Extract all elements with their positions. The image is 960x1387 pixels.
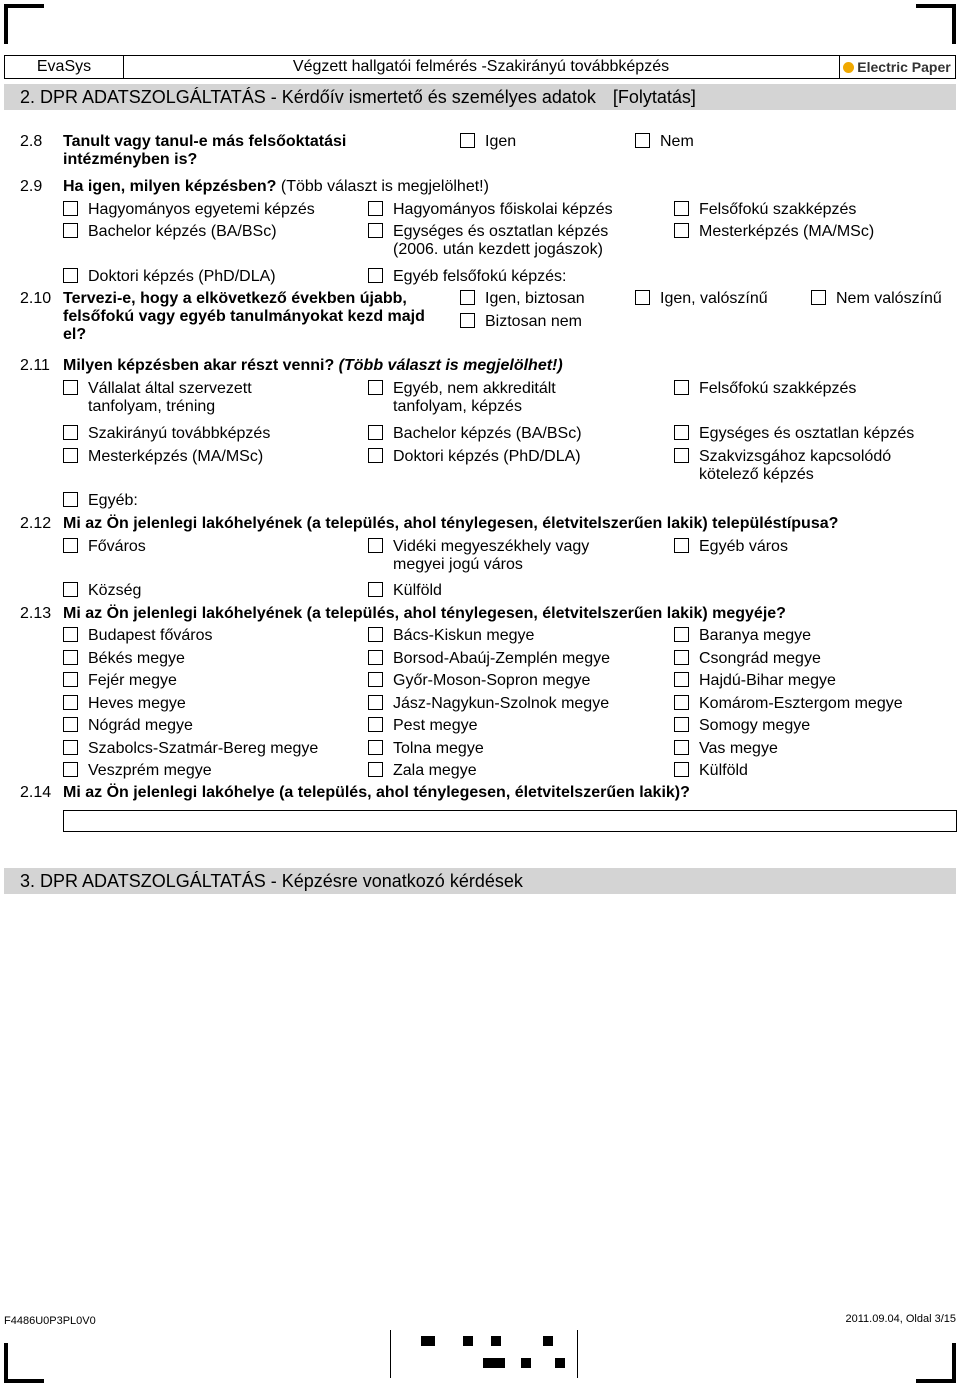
checkbox[interactable] — [368, 425, 383, 440]
checkbox[interactable] — [368, 650, 383, 665]
checkbox[interactable] — [63, 762, 78, 777]
question-2-9-text: Ha igen, milyen képzésben? (Több választ is megjelölhet!) — [63, 178, 489, 195]
question-number: 2.10 — [20, 290, 52, 307]
question-2-14-text: Mi az Ön jelenlegi lakóhelye (a település, ahol ténylegesen, életvitelszerűen lakik)? — [63, 784, 690, 801]
checkbox[interactable] — [368, 201, 383, 216]
checkbox[interactable] — [368, 717, 383, 732]
checkbox[interactable] — [63, 268, 78, 283]
residence-text-input[interactable] — [63, 810, 957, 832]
checkbox[interactable] — [368, 268, 383, 283]
county-label: Baranya megye — [699, 627, 812, 644]
checkbox[interactable] — [811, 290, 826, 305]
checkbox[interactable] — [674, 672, 689, 687]
checkbox[interactable] — [63, 650, 78, 665]
checkbox[interactable] — [674, 380, 689, 395]
checkbox[interactable] — [63, 717, 78, 732]
county-label: Zala megye — [393, 762, 477, 779]
checkbox[interactable] — [674, 538, 689, 553]
checkbox[interactable] — [674, 762, 689, 777]
checkbox[interactable] — [368, 538, 383, 553]
section-3-title: 3. DPR ADATSZOLGÁLTATÁS - Képzésre vonatkozó kérdések — [20, 871, 523, 891]
question-number: 2.9 — [20, 178, 43, 195]
question-2-11-text: Milyen képzésben akar részt venni? (Több választ is megjelölhet!) — [63, 357, 563, 374]
checkbox[interactable] — [460, 133, 475, 148]
question-2-8-text: Tanult vagy tanul-e más felsőoktatási intézményben is? — [63, 133, 347, 168]
electric-paper-logo: Electric Paper — [839, 56, 955, 78]
registration-mark-bottom-right — [916, 1343, 956, 1383]
registration-mark-top-right — [916, 4, 956, 44]
county-label: Bács-Kiskun megye — [393, 627, 535, 644]
county-label: Fejér megye — [88, 672, 177, 689]
checkbox[interactable] — [460, 313, 475, 328]
checkbox[interactable] — [63, 672, 78, 687]
section-2-title: 2. DPR ADATSZOLGÁLTATÁS - Kérdőív ismertető és személyes adatok — [20, 87, 596, 107]
county-label: Heves megye — [88, 694, 186, 712]
checkbox[interactable] — [63, 223, 78, 238]
checkbox[interactable] — [368, 762, 383, 777]
county-label: Szabolcs-Szatmár-Bereg megye — [88, 739, 319, 757]
checkbox[interactable] — [460, 290, 475, 305]
question-number: 2.8 — [20, 133, 43, 150]
page-header — [4, 55, 956, 79]
checkbox[interactable] — [368, 380, 383, 395]
question-number: 2.14 — [20, 784, 52, 801]
county-label: Vas megye — [699, 739, 778, 757]
county-label: Budapest főváros — [88, 627, 213, 644]
form-code: F4486U0P3PL0V0 — [4, 1315, 96, 1327]
checkbox[interactable] — [674, 650, 689, 665]
question-number: 2.11 — [20, 357, 50, 374]
date-page: 2011.09.04, Oldal 3/15 — [845, 1313, 956, 1325]
county-label: Győr-Moson-Sopron megye — [393, 672, 591, 689]
barcode — [390, 1330, 578, 1378]
checkbox[interactable] — [63, 582, 78, 597]
checkbox[interactable] — [63, 425, 78, 440]
county-label: Pest megye — [393, 717, 478, 734]
county-label: Hajdú-Bihar megye — [699, 672, 836, 689]
question-2-12-text: Mi az Ön jelenlegi lakóhelyének (a település, ahol ténylegesen, életvitelszerűen lakik) településtípusa? — [63, 515, 839, 532]
county-label: Tolna megye — [393, 739, 484, 757]
checkbox[interactable] — [368, 672, 383, 687]
county-label: Veszprém megye — [88, 762, 212, 779]
checkbox[interactable] — [674, 740, 689, 755]
section-3-header — [4, 868, 956, 894]
checkbox[interactable] — [635, 290, 650, 305]
county-label: Békés megye — [88, 649, 185, 667]
checkbox[interactable] — [368, 627, 383, 642]
checkbox[interactable] — [674, 717, 689, 732]
checkbox[interactable] — [63, 380, 78, 395]
county-label: Borsod-Abaúj-Zemplén megye — [393, 649, 610, 667]
checkbox[interactable] — [674, 223, 689, 238]
checkbox[interactable] — [63, 627, 78, 642]
question-number: 2.13 — [20, 605, 52, 622]
question-number: 2.12 — [20, 515, 52, 532]
question-2-13-text: Mi az Ön jelenlegi lakóhelyének (a település, ahol ténylegesen, életvitelszerűen lakik) megyéje? — [63, 605, 786, 622]
checkbox[interactable] — [63, 201, 78, 216]
county-label: Nógrád megye — [88, 717, 193, 734]
checkbox[interactable] — [368, 223, 383, 238]
checkbox[interactable] — [368, 448, 383, 463]
county-label: Komárom-Esztergom megye — [699, 694, 903, 712]
checkbox[interactable] — [635, 133, 650, 148]
checkbox[interactable] — [63, 695, 78, 710]
question-2-10-text: Tervezi-e, hogy a elkövetkező években újabb, felsőfokú vagy egyéb tanulmányokat kezd majd el? — [63, 290, 425, 343]
checkbox[interactable] — [63, 448, 78, 463]
checkbox[interactable] — [674, 425, 689, 440]
checkbox[interactable] — [63, 740, 78, 755]
checkbox[interactable] — [674, 448, 689, 463]
checkbox[interactable] — [63, 538, 78, 553]
checkbox[interactable] — [368, 695, 383, 710]
registration-mark-top-left — [4, 4, 44, 44]
app-name: EvaSys — [5, 56, 124, 78]
checkbox[interactable] — [63, 492, 78, 507]
county-label: Somogy megye — [699, 717, 811, 734]
survey-title: Végzett hallgatói felmérés -Szakirányú továbbképzés — [123, 56, 840, 78]
county-label: Csongrád megye — [699, 649, 821, 667]
checkbox[interactable] — [674, 695, 689, 710]
section-2-continued: [Folytatás] — [612, 87, 696, 107]
registration-mark-bottom-left — [4, 1343, 44, 1383]
county-label: Jász-Nagykun-Szolnok megye — [393, 694, 610, 712]
checkbox[interactable] — [368, 740, 383, 755]
checkbox[interactable] — [674, 627, 689, 642]
county-label: Külföld — [699, 762, 748, 779]
section-2-header — [4, 84, 956, 110]
checkbox[interactable] — [674, 201, 689, 216]
sun-icon — [843, 62, 854, 73]
checkbox[interactable] — [368, 582, 383, 597]
